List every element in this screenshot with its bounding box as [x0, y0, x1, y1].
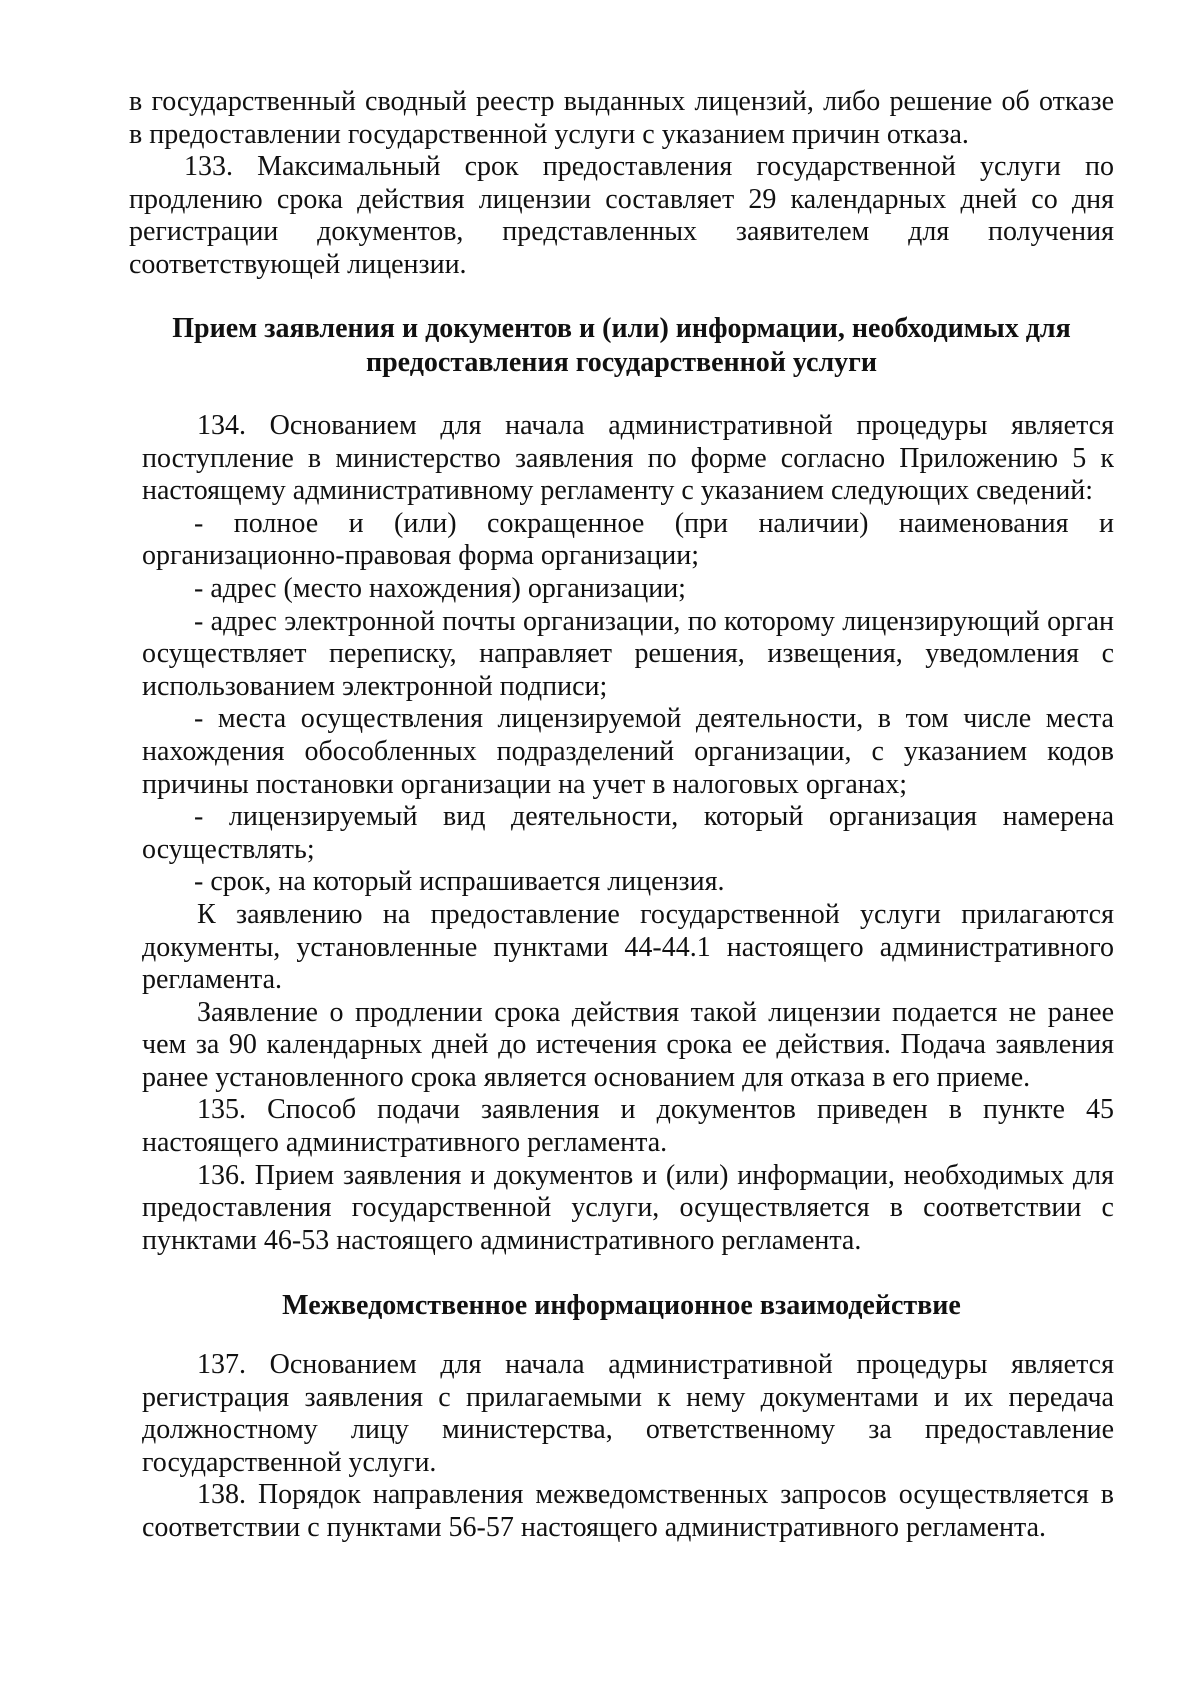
paragraph: Заявление о продлении срока действия такой лицензии подается не ранее чем за 90 календарных дней до истечения срока ее действия. Подача заявления ранее установленного срока является основанием для отказа в его приеме. [142, 996, 1114, 1093]
list-item: - адрес электронной почты организации, по которому лицензирующий орган осуществляет переписку, направляет решения, извещения, уведомления с использованием электронной подписи; [142, 605, 1114, 702]
paragraph-138: 138. Порядок направления межведомственных запросов осуществляется в соответствии с пунктами 56-57 настоящего административного регламента. [142, 1479, 1114, 1543]
paragraph-135: 135. Способ подачи заявления и документов приведен в пункте 45 настоящего административного регламента. [142, 1094, 1114, 1159]
section-application-intake-text [142, 410, 1114, 1257]
section-interagency-text [142, 1349, 1114, 1545]
section-heading-interagency: Межведомственное информационное взаимодействие [282, 1290, 961, 1321]
paragraph-136: 136. Прием заявления и документов и (или) информации, необходимых для предоставления государственной услуги, осуществляется в соответствии с пунктами 46-53 настоящего административного регламента. [142, 1159, 1114, 1256]
list-item: - лицензируемый вид деятельности, который организация намерена осуществлять; [142, 801, 1114, 865]
paragraph: в государственный сводный реестр выданных лицензий, либо решение об отказе в предоставлении государственной услуги с указанием причин отказа. [129, 86, 1114, 150]
paragraph-134: 134. Основанием для начала административной процедуры является поступление в министерство заявления по форме согласно Приложению 5 к настоящему административному регламенту с указанием следующих сведений: [142, 410, 1114, 507]
list-item: - срок, на который испрашивается лицензия. [194, 866, 725, 898]
list-item: - адрес (место нахождения) организации; [194, 572, 686, 604]
list-item: - места осуществления лицензируемой деятельности, в том числе места нахождения обособленных подразделений организации, с указанием кодов причины постановки организации на учет в налоговых органах; [142, 703, 1114, 800]
section-heading-application-intake: Прием заявления и документов и (или) информации, необходимых для предоставления государственной услуги [172, 313, 1071, 378]
paragraph-137: 137. Основанием для начала административной процедуры является регистрация заявления с прилагаемыми к нему документами и их передача должностному лицу министерства, ответственному за предоставление государственной услуги. [142, 1349, 1114, 1478]
paragraph: К заявлению на предоставление государственной услуги прилагаются документы, установленные пунктами 44-44.1 настоящего административного регламента. [142, 898, 1114, 996]
list-item: - полное и (или) сокращенное (при наличии) наименования и организационно-правовая форма организации; [142, 507, 1114, 572]
paragraph-133: 133. Максимальный срок предоставления государственной услуги по продлению срока действия лицензии составляет 29 календарных дней со дня регистрации документов, представленных заявителем для получения соответствующей лицензии. [129, 151, 1114, 280]
intro-text [129, 86, 1114, 282]
